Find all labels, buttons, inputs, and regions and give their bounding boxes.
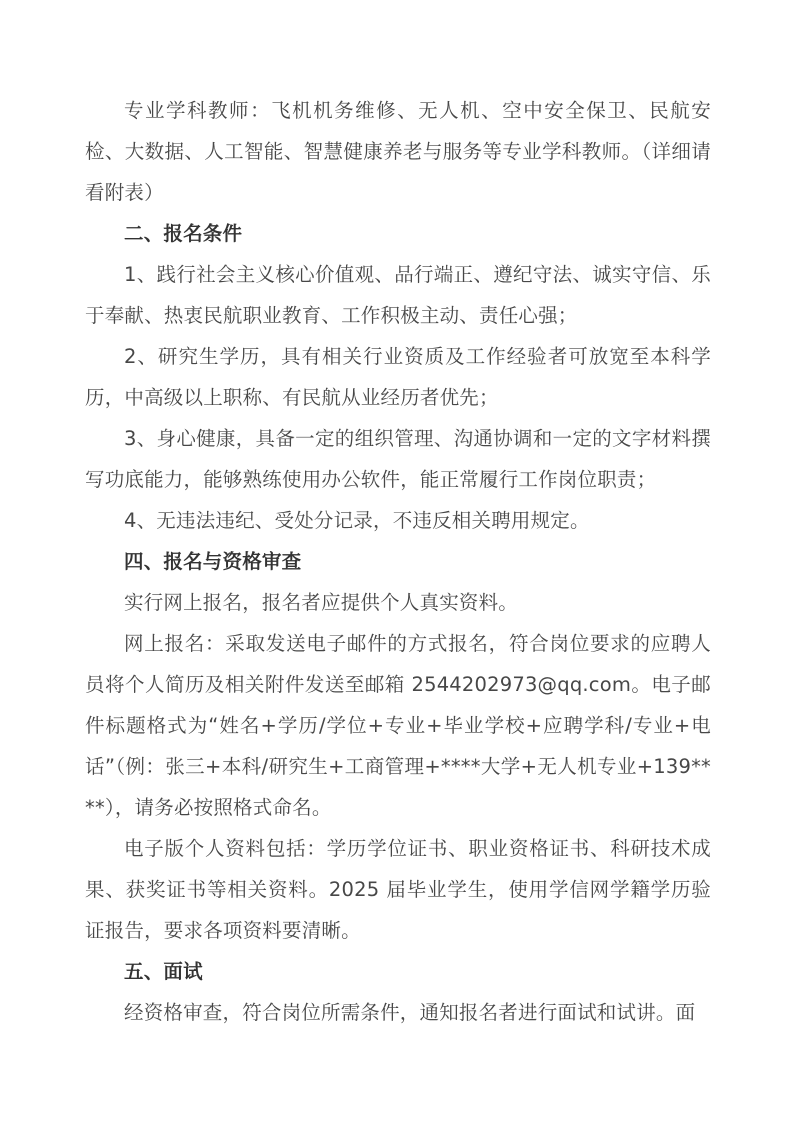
paragraph: 1、践行社会主义核心价值观、品行端正、遵纪守法、诚实守信、乐于奉献、热衷民航职业教育、工作积极主动、责任心强； [85,263,711,327]
paragraph: 实行网上报名，报名者应提供个人真实资料。 [124,591,519,614]
paragraph: 专业学科教师：飞机机务维修、无人机、空中安全保卫、民航安检、大数据、人工智能、智慧健康养老与服务等专业学科教师。（详细请看附表） [85,99,711,204]
paragraph: 2、研究生学历，具有相关行业资质及工作经验者可放宽至本科学历，中高级以上职称、有民航从业经历者优先； [85,345,711,409]
section-heading: 二、报名条件 [124,222,243,245]
paragraph: 网上报名：采取发送电子邮件的方式报名，符合岗位要求的应聘人员将个人简历及相关附件发送至邮箱 2544202973@qq.com。电子邮件标题格式为“姓名+学历/学位+专业+毕业学校+应聘学科/专业+电话”（例：张三+本科/研究生+工商管理+****大学+无人机专业+139****），请务必按照格式命名。 [85,632,711,819]
paragraph: 电子版个人资料包括：学历学位证书、职业资格证书、科研技术成果、获奖证书等相关资料。2025 届毕业学生，使用学信网学籍学历验证报告，要求各项资料要清晰。 [85,837,711,942]
paragraph: 经资格审查，符合岗位所需条件，通知报名者进行面试和试讲。面 [124,1001,696,1024]
paragraph: 3、身心健康，具备一定的组织管理、沟通协调和一定的文字材料撰写功底能力，能够熟练使用办公软件，能正常履行工作岗位职责； [85,427,711,491]
section-heading: 四、报名与资格审查 [124,550,302,573]
paragraph: 4、无违法违纪、受处分记录，不违反相关聘用规定。 [124,509,590,532]
section-heading: 五、面试 [124,960,203,983]
